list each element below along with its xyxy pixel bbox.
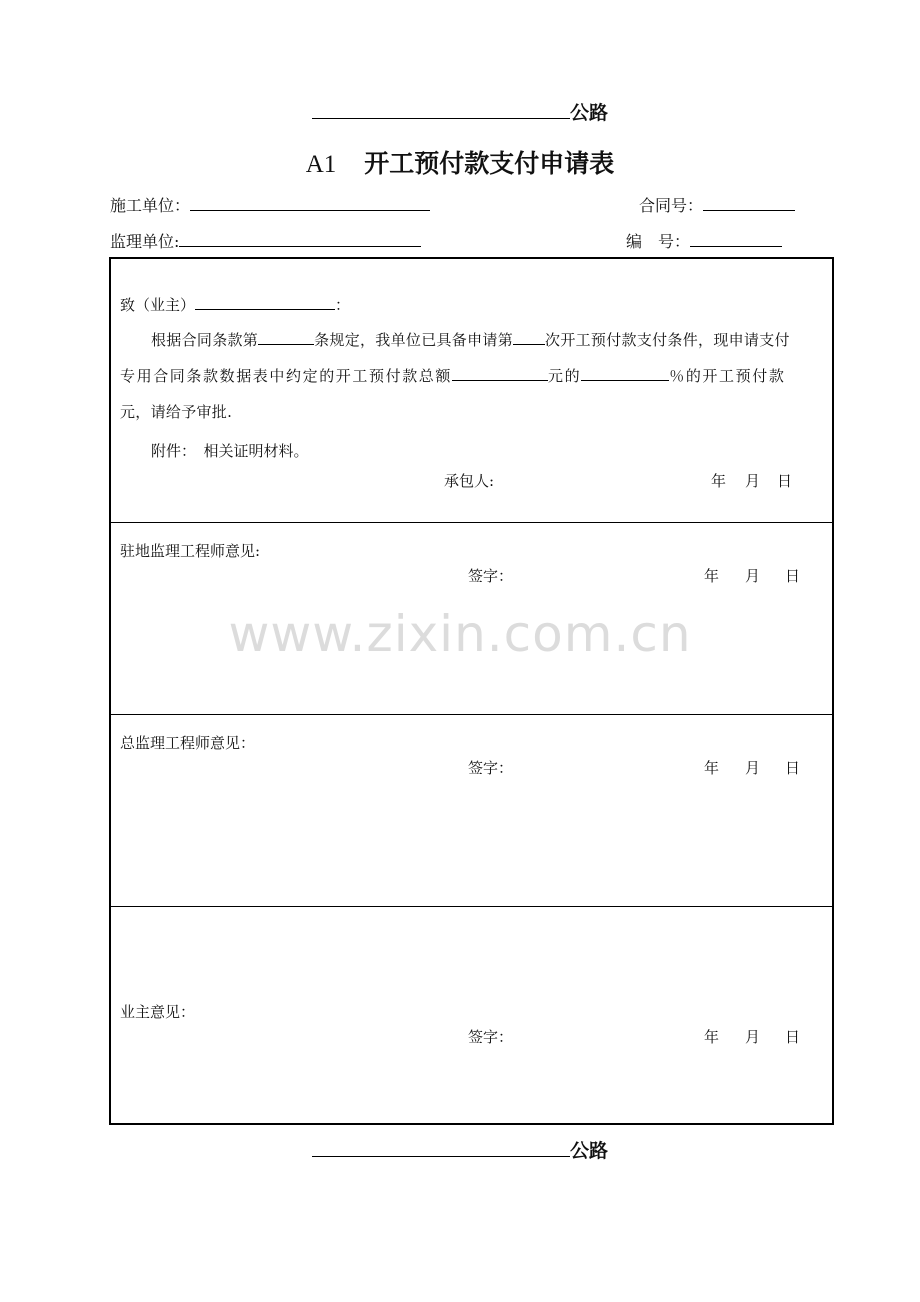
total-amount-field[interactable] <box>452 365 548 381</box>
owner-opinion-label: 业主意见： <box>120 1003 196 1021</box>
chief-engineer-opinion-label: 总监理工程师意见： <box>120 734 256 752</box>
application-text: 次开工预付款支付条件，现申请支付 <box>545 331 790 349</box>
contractor-field[interactable] <box>190 195 430 211</box>
date-month: 月 <box>745 1028 761 1046</box>
addressee-label: 致（业主） <box>120 296 196 314</box>
installment-no-field[interactable] <box>513 329 545 345</box>
row-divider <box>111 522 832 523</box>
percent-field[interactable] <box>581 365 669 381</box>
attachment-note: 附件： 相关证明材料。 <box>151 442 309 460</box>
footer-suffix: 公路 <box>569 1140 608 1162</box>
contractor-row <box>110 193 430 216</box>
date-day: 日 <box>785 567 801 585</box>
serial-field[interactable] <box>690 231 782 247</box>
date-year: 年 <box>704 1028 720 1046</box>
contract-no-field[interactable] <box>703 195 795 211</box>
row-divider <box>111 906 832 907</box>
serial-row <box>626 229 782 252</box>
date-day: 日 <box>777 472 793 490</box>
application-text: ％的开工预付款 <box>669 367 786 385</box>
form-code: A1 <box>305 151 337 178</box>
supervisor-row <box>110 229 421 252</box>
application-line-3: 元，请给予审批. <box>120 403 233 421</box>
date-year: 年 <box>711 472 727 490</box>
supervisor-field[interactable] <box>179 231 421 247</box>
road-name-blank[interactable] <box>312 1138 570 1157</box>
form-table <box>109 257 834 1125</box>
date-year: 年 <box>704 567 720 585</box>
clause-no-field[interactable] <box>258 329 314 345</box>
supervisor-label: 监理单位: <box>110 232 180 251</box>
contract-no-label: 合同号： <box>639 196 704 215</box>
header-suffix: 公路 <box>569 102 608 124</box>
watermark: www.zixin.com.cn <box>228 605 692 663</box>
owner-field[interactable] <box>195 294 335 310</box>
application-line-1 <box>151 322 790 358</box>
date-month: 月 <box>745 759 761 777</box>
contractor-signer-label: 承包人: <box>444 472 495 490</box>
resident-engineer-opinion-label: 驻地监理工程师意见: <box>120 542 261 560</box>
header-road-line <box>0 98 920 125</box>
date-day: 日 <box>785 1028 801 1046</box>
application-text: 专用合同条款数据表中约定的开工预付款总额 <box>120 367 453 385</box>
application-line-2 <box>120 358 785 394</box>
road-name-blank[interactable] <box>312 100 570 119</box>
application-text: 条规定，我单位已具备申请第 <box>314 331 514 349</box>
form-name: 开工预付款支付申请表 <box>364 149 615 178</box>
serial-label: 编 号： <box>626 232 691 251</box>
contract-no-row <box>639 193 795 216</box>
addressee-line <box>120 294 350 315</box>
date-day: 日 <box>785 759 801 777</box>
date-month: 月 <box>745 567 761 585</box>
owner-sign-label: 签字： <box>468 1028 514 1046</box>
footer-road-line <box>0 1136 920 1163</box>
date-month: 月 <box>745 472 761 490</box>
row-divider <box>111 714 832 715</box>
resident-engineer-sign-label: 签字： <box>468 567 514 585</box>
application-text: 根据合同条款第 <box>151 331 259 349</box>
date-year: 年 <box>704 759 720 777</box>
form-title <box>0 144 920 180</box>
addressee-suffix: ： <box>335 296 351 314</box>
application-text: 元的 <box>548 367 582 385</box>
contractor-label: 施工单位： <box>110 196 191 215</box>
chief-engineer-sign-label: 签字： <box>468 759 514 777</box>
